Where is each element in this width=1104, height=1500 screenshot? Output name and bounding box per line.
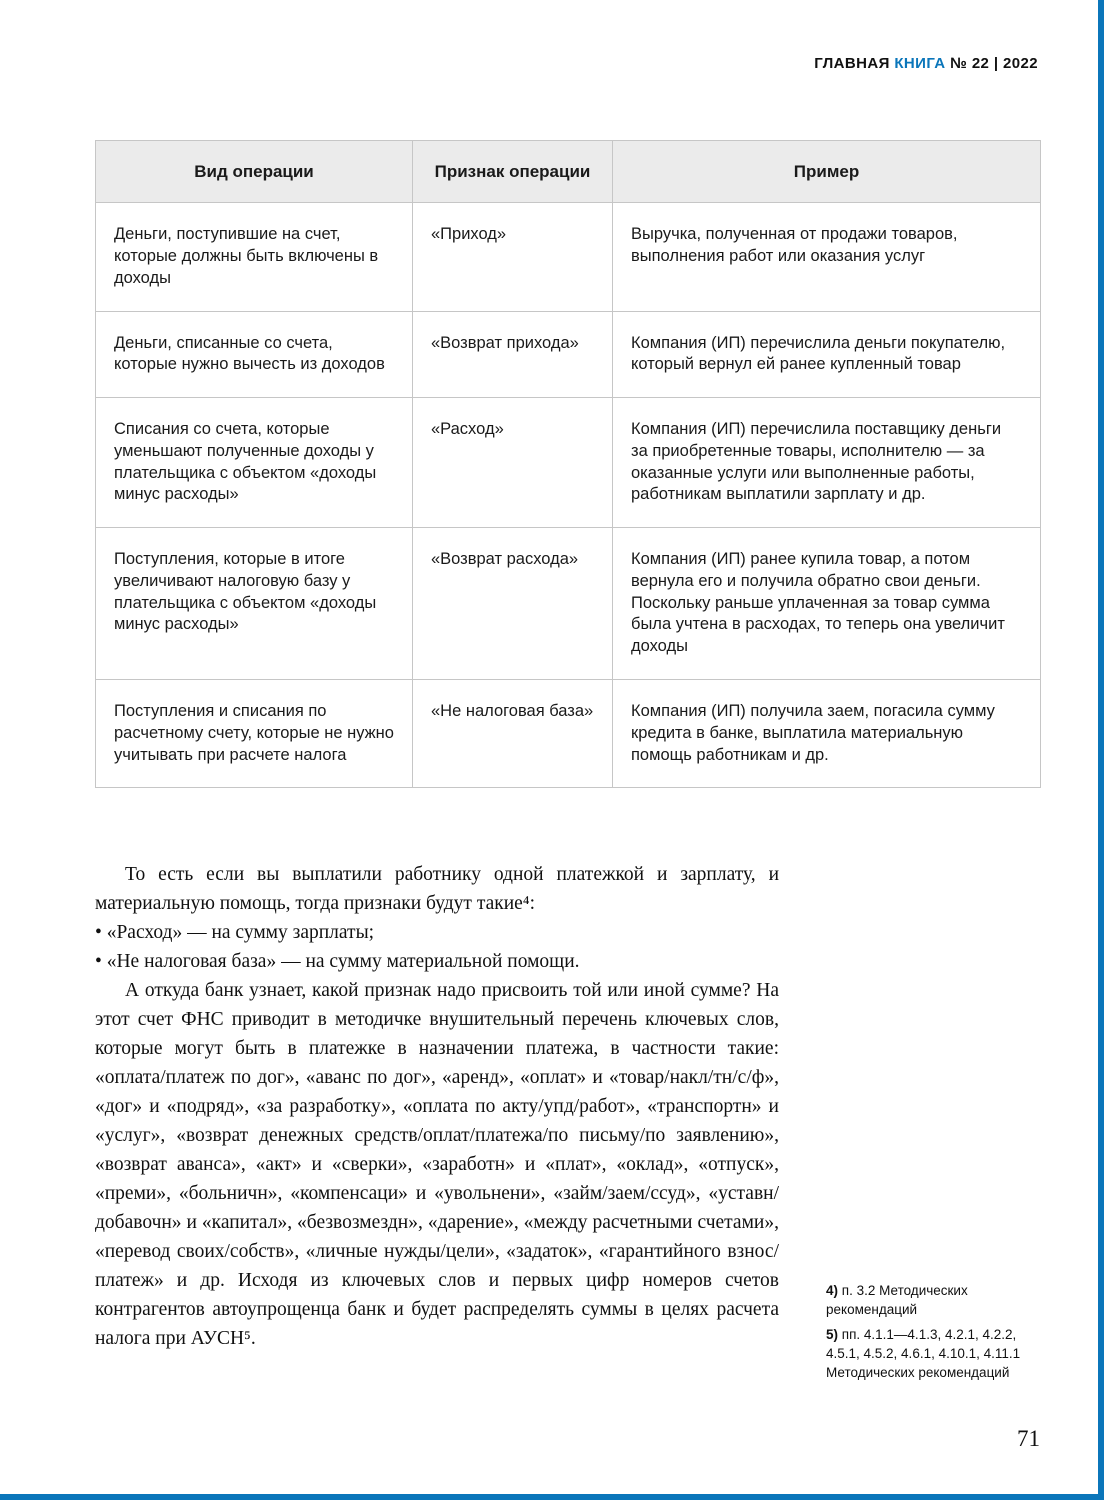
cell-operation-type: Списания со счета, которые уменьшают полученные доходы у плательщика с объектом «доходы минус расходы» [96,398,413,528]
paragraph: А откуда банк узнает, какой признак надо присвоить той или иной сумме? На этот счет ФНС приводит в методичке внушительный перечень ключевых слов, которые могут быть в платежке в назначении платежа, в частности такие: «оплата/платеж по дог», «аванс по дог», «аренд», «оплат» и «товар/накл/тн/с/ф», «дог» и «подряд», «за разработку», «оплата по акту/упд/работ», «транспортн» и «услуг», «возврат денежных средств/оплат/платежа/по письму/по заявлению», «возврат аванса», «акт» и «сверки», «заработн» и «плат», «оклад», «отпуск», «преми», «больничн», «компенсаци» и «увольнени», «займ/заем/ссуд», «уставн/добавочн» и «капитал», «безвозмездн», «дарение», «между расчетными счетами», «перевод своих/собств», «личные нужды/цели», «задаток», «гарантийного взнос/платеж» и др. Исходя из ключевых слов и первых цифр номеров счетов контрагентов автоупрощенца банк и будет распределять суммы в целях расчета налога при АУСН⁵. [95,980,779,1349]
header-cell-operation-type: Вид операции [96,141,413,203]
operations-table [95,140,1041,788]
bullet-item: • «Расход» — на сумму зарплаты; [95,918,779,947]
header-cell-example: Пример [613,141,1041,203]
cell-operation-type: Деньги, поступившие на счет, которые должны быть включены в доходы [96,203,413,311]
page-number: 71 [1017,1426,1040,1451]
bottom-accent-bar [0,1494,1104,1500]
table-row [96,528,1041,680]
table-row [96,679,1041,787]
cell-operation-type: Поступления и списания по расчетному счету, которые не нужно учитывать при расчете налога [96,679,413,787]
cell-example: Компания (ИП) перечислила деньги покупателю, который вернул ей ранее купленный товар [613,311,1041,398]
footnote-text: п. 3.2 Методических рекомендаций [826,1283,968,1317]
cell-example: Компания (ИП) получила заем, погасила сумму кредита в банке, выплатила материальную помощь работникам и др. [613,679,1041,787]
cell-example: Компания (ИП) перечислила поставщику деньги за приобретенные товары, исполнителю — за оказанные услуги или выполненные работы, работникам выплатили зарплату и др. [613,398,1041,528]
running-head [814,55,1038,72]
table-row [96,203,1041,311]
cell-operation-sign: «Расход» [413,398,613,528]
footnote-number: 4) [826,1283,839,1298]
bullet-list [95,918,779,976]
cell-operation-sign: «Приход» [413,203,613,311]
cell-example: Компания (ИП) ранее купила товар, а потом вернула его и получила обратно свои деньги. Поскольку раньше уплаченная за товар сумма была учтена в расходах, то теперь она увеличит доходы [613,528,1041,680]
cell-operation-type: Поступления, которые в итоге увеличивают налоговую базу у плательщика с объектом «доходы минус расходы» [96,528,413,680]
brand-name-black: ГЛАВНАЯ [814,55,890,72]
cell-operation-sign: «Не налоговая база» [413,679,613,787]
footnote [826,1326,1046,1382]
cell-operation-sign: «Возврат расхода» [413,528,613,680]
table-row [96,311,1041,398]
margin-footnotes [826,1282,1046,1389]
article-body [95,860,779,1353]
table-row [96,398,1041,528]
brand-name-blue: КНИГА [894,55,946,72]
right-accent-bar [1098,0,1104,1500]
footnote-text: пп. 4.1.1—4.1.3, 4.2.1, 4.2.2, 4.5.1, 4.5.2, 4.6.1, 4.10.1, 4.11.1 Методических рекомендаций [826,1327,1021,1380]
cell-example: Выручка, полученная от продажи товаров, выполнения работ или оказания услуг [613,203,1041,311]
cell-operation-type: Деньги, списанные со счета, которые нужно вычесть из доходов [96,311,413,398]
table-header-row [96,141,1041,203]
paragraph: То есть если вы выплатили работнику одной платежкой и зарплату, и материальную помощь, тогда признаки будут такие⁴: [95,864,779,914]
bullet-item: • «Не налоговая база» — на сумму материальной помощи. [95,947,779,976]
footnote-number: 5) [826,1327,839,1343]
cell-operation-sign: «Возврат прихода» [413,311,613,398]
issue-number: № 22 | 2022 [950,55,1038,72]
header-cell-operation-sign: Признак операции [413,141,613,203]
footnote [826,1282,1046,1319]
